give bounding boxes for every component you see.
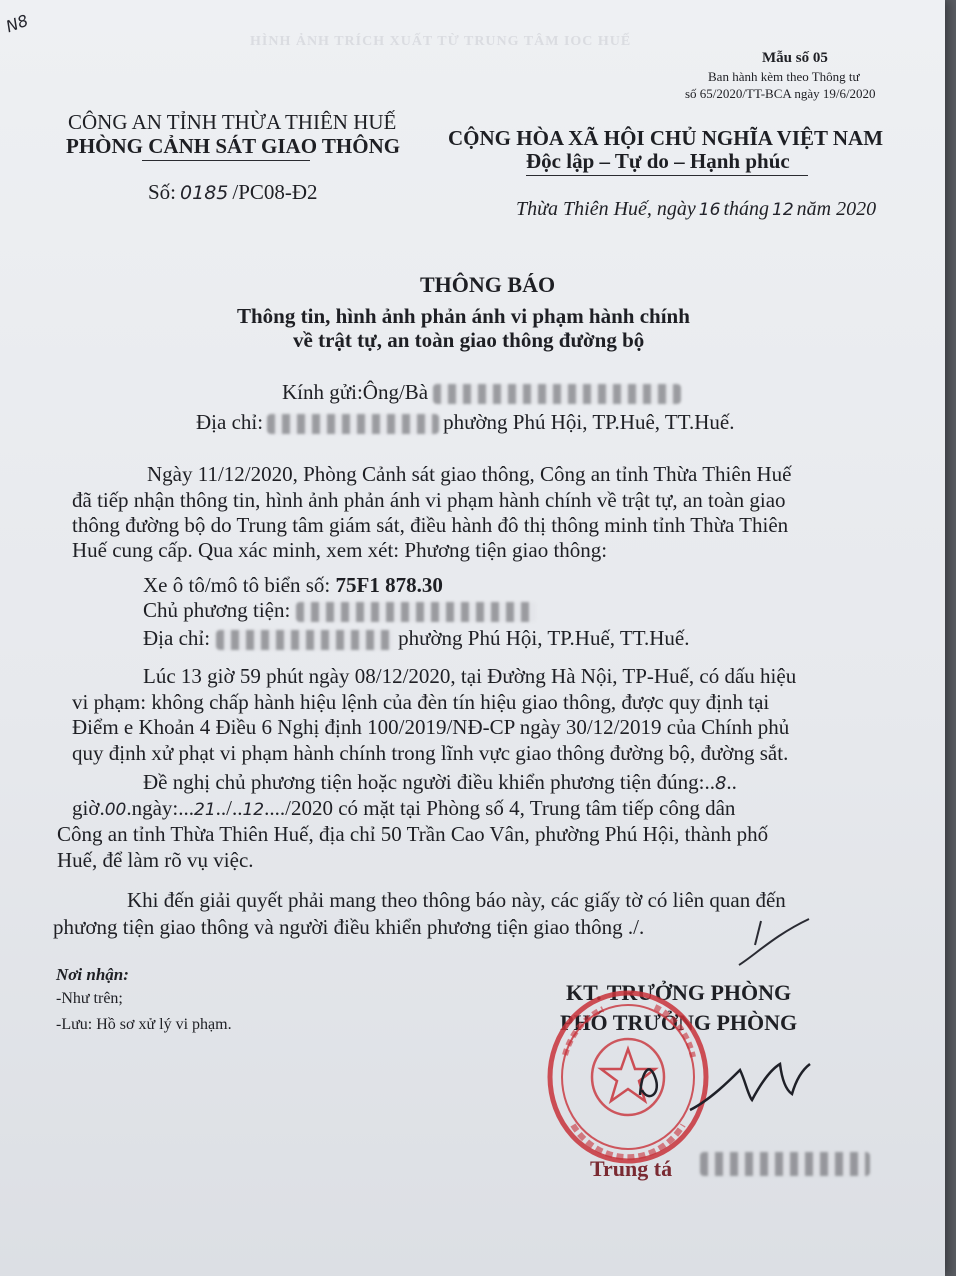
ref-prefix: Số: xyxy=(148,180,177,204)
form-number: Mẫu số 05 xyxy=(762,50,828,66)
receivers-label: Nơi nhận: xyxy=(56,965,129,984)
redacted-owner-name xyxy=(296,602,536,622)
document-reference xyxy=(148,180,318,205)
motto-underline xyxy=(526,175,808,176)
recipient-address-line xyxy=(196,410,734,435)
body-line-12: Đề nghị chủ phương tiện hoặc người điều khiển phương tiện đúng:..8.. xyxy=(143,770,737,794)
form-issued-line1: Ban hành kèm theo Thông tư xyxy=(708,69,860,84)
recipient-label: Kính gửi:Ông/Bà xyxy=(282,380,429,404)
date-day: 16 xyxy=(698,200,721,220)
body-line-2: đã tiếp nhận thông tin, hình ảnh phản ánh vi phạm hành chính về trật tự, an toàn giao xyxy=(72,488,786,512)
redacted-owner-address xyxy=(216,630,392,650)
owner-line xyxy=(143,598,536,623)
signer-rank: Trung tá xyxy=(590,1156,673,1181)
redacted-recipient-name xyxy=(433,384,681,404)
handwritten-signature xyxy=(620,1040,820,1130)
appointment-hour: 8 xyxy=(714,773,727,794)
agency-parent: CÔNG AN TỈNH THỪA THIÊN HUẾ xyxy=(68,110,397,134)
body-line-3: thông đường bộ do Trung tâm giám sát, điều hành đô thị thông minh tỉnh Thừa Thiên xyxy=(72,513,789,537)
handwritten-flourish xyxy=(735,915,815,975)
document-subtitle-2: về trật tự, an toàn giao thông đường bộ xyxy=(293,328,645,352)
body-line-13 xyxy=(72,796,735,821)
body-line-8: Lúc 13 giờ 59 phút ngày 08/12/2020, tại Đường Hà Nội, TP-Huế, có dấu hiệu xyxy=(143,664,797,688)
plate-label: Xe ô tô/mô tô biển số: xyxy=(143,573,331,597)
recipient-address-label: Địa chỉ: xyxy=(196,410,264,434)
body-line-9: vi phạm: không chấp hành hiệu lệnh của đèn tín hiệu giao thông, được quy định tại xyxy=(72,690,770,714)
document-subtitle-1: Thông tin, hình ảnh phản ánh vi phạm hành chính xyxy=(237,304,690,328)
owner-label: Chủ phương tiện: xyxy=(143,598,291,622)
place-date xyxy=(516,198,876,221)
receiver-2: -Lưu: Hồ sơ xử lý vi phạm. xyxy=(56,1016,232,1033)
body-line-16: Khi đến giải quyết phải mang theo thông báo này, các giấy tờ có liên quan đến xyxy=(127,888,786,912)
agency-name: PHÒNG CẢNH SÁT GIAO THÔNG xyxy=(66,134,401,158)
form-issued-line2: số 65/2020/TT-BCA ngày 19/6/2020 xyxy=(685,86,876,101)
corner-mark: N8 xyxy=(3,10,31,37)
ref-number: 0185 xyxy=(180,182,229,204)
receiver-1: -Như trên; xyxy=(56,990,123,1007)
body-line-10: Điểm e Khoản 4 Điều 6 Nghị định 100/2019/NĐ-CP ngày 30/12/2019 của Chính phủ xyxy=(72,715,790,739)
agency-name-underline xyxy=(142,160,310,161)
redacted-recipient-address xyxy=(267,414,439,434)
owner-address-label: Địa chỉ: xyxy=(143,626,211,650)
republic-motto: Độc lập – Tự do – Hạnh phúc xyxy=(526,149,790,173)
body-line-14: Công an tỉnh Thừa Thiên Huế, địa chỉ 50 Trần Cao Vân, phường Phú Hội, thành phố xyxy=(57,822,769,846)
document-title: THÔNG BÁO xyxy=(420,272,556,297)
owner-address-line xyxy=(143,626,689,651)
republic-name: CỘNG HÒA XÃ HỘI CHỦ NGHĨA VIỆT NAM xyxy=(448,126,884,150)
place-date-year: năm 2020 xyxy=(796,198,877,220)
body-line-1: Ngày 11/12/2020, Phòng Cảnh sát giao thông, Công an tỉnh Thừa Thiên Huế xyxy=(147,462,792,486)
recipient-address-tail: phường Phú Hội, TP.Huê, TT.Huế. xyxy=(443,410,735,434)
appointment-month: 12 xyxy=(242,800,265,820)
day-sep: ../.. xyxy=(215,796,243,820)
signature-line-1: KT. TRƯỞNG PHÒNG xyxy=(566,980,792,1005)
appointment-day: 21 xyxy=(194,800,216,820)
appointment-place: ..../2020 có mặt tại Phòng số 4, Trung tâm tiếp công dân xyxy=(264,796,736,820)
place-date-month-label: tháng xyxy=(723,198,769,220)
recipient-line xyxy=(282,380,681,405)
day-label: .ngày:... xyxy=(126,796,194,820)
appointment-minute: 00 xyxy=(104,800,127,820)
redacted-signer-name xyxy=(700,1152,870,1176)
signature-line-2: PHÓ TRƯỞNG PHÒNG xyxy=(560,1010,798,1035)
owner-address-tail: phường Phú Hội, TP.Huế, TT.Huế. xyxy=(398,626,690,650)
body-line-15: Huế, để làm rõ vụ việc. xyxy=(57,848,254,872)
body-line-11: quy định xử phạt vi phạm hành chính trong lĩnh vực giao thông đường bộ, đường sắt. xyxy=(72,741,789,765)
plate-line xyxy=(143,573,443,598)
appointment-request: Đề nghị chủ phương tiện hoặc người điều khiển phương tiện đúng:.. xyxy=(143,770,715,794)
date-month: 12 xyxy=(772,200,794,220)
place-date-prefix: Thừa Thiên Huế, ngày xyxy=(516,198,696,220)
plate-number: 75F1 878.30 xyxy=(335,573,443,597)
body-line-4: Huế cung cấp. Qua xác minh, xem xét: Phương tiện giao thông: xyxy=(72,538,608,562)
body-line-17: phương tiện giao thông và người điều khiển phương tiện giao thông ./. xyxy=(53,915,645,939)
hour-label: giờ. xyxy=(72,796,105,820)
watermark: HÌNH ẢNH TRÍCH XUẤT TỪ TRUNG TÂM IOC HUẾ xyxy=(250,34,632,49)
ref-suffix: /PC08-Đ2 xyxy=(232,180,318,204)
